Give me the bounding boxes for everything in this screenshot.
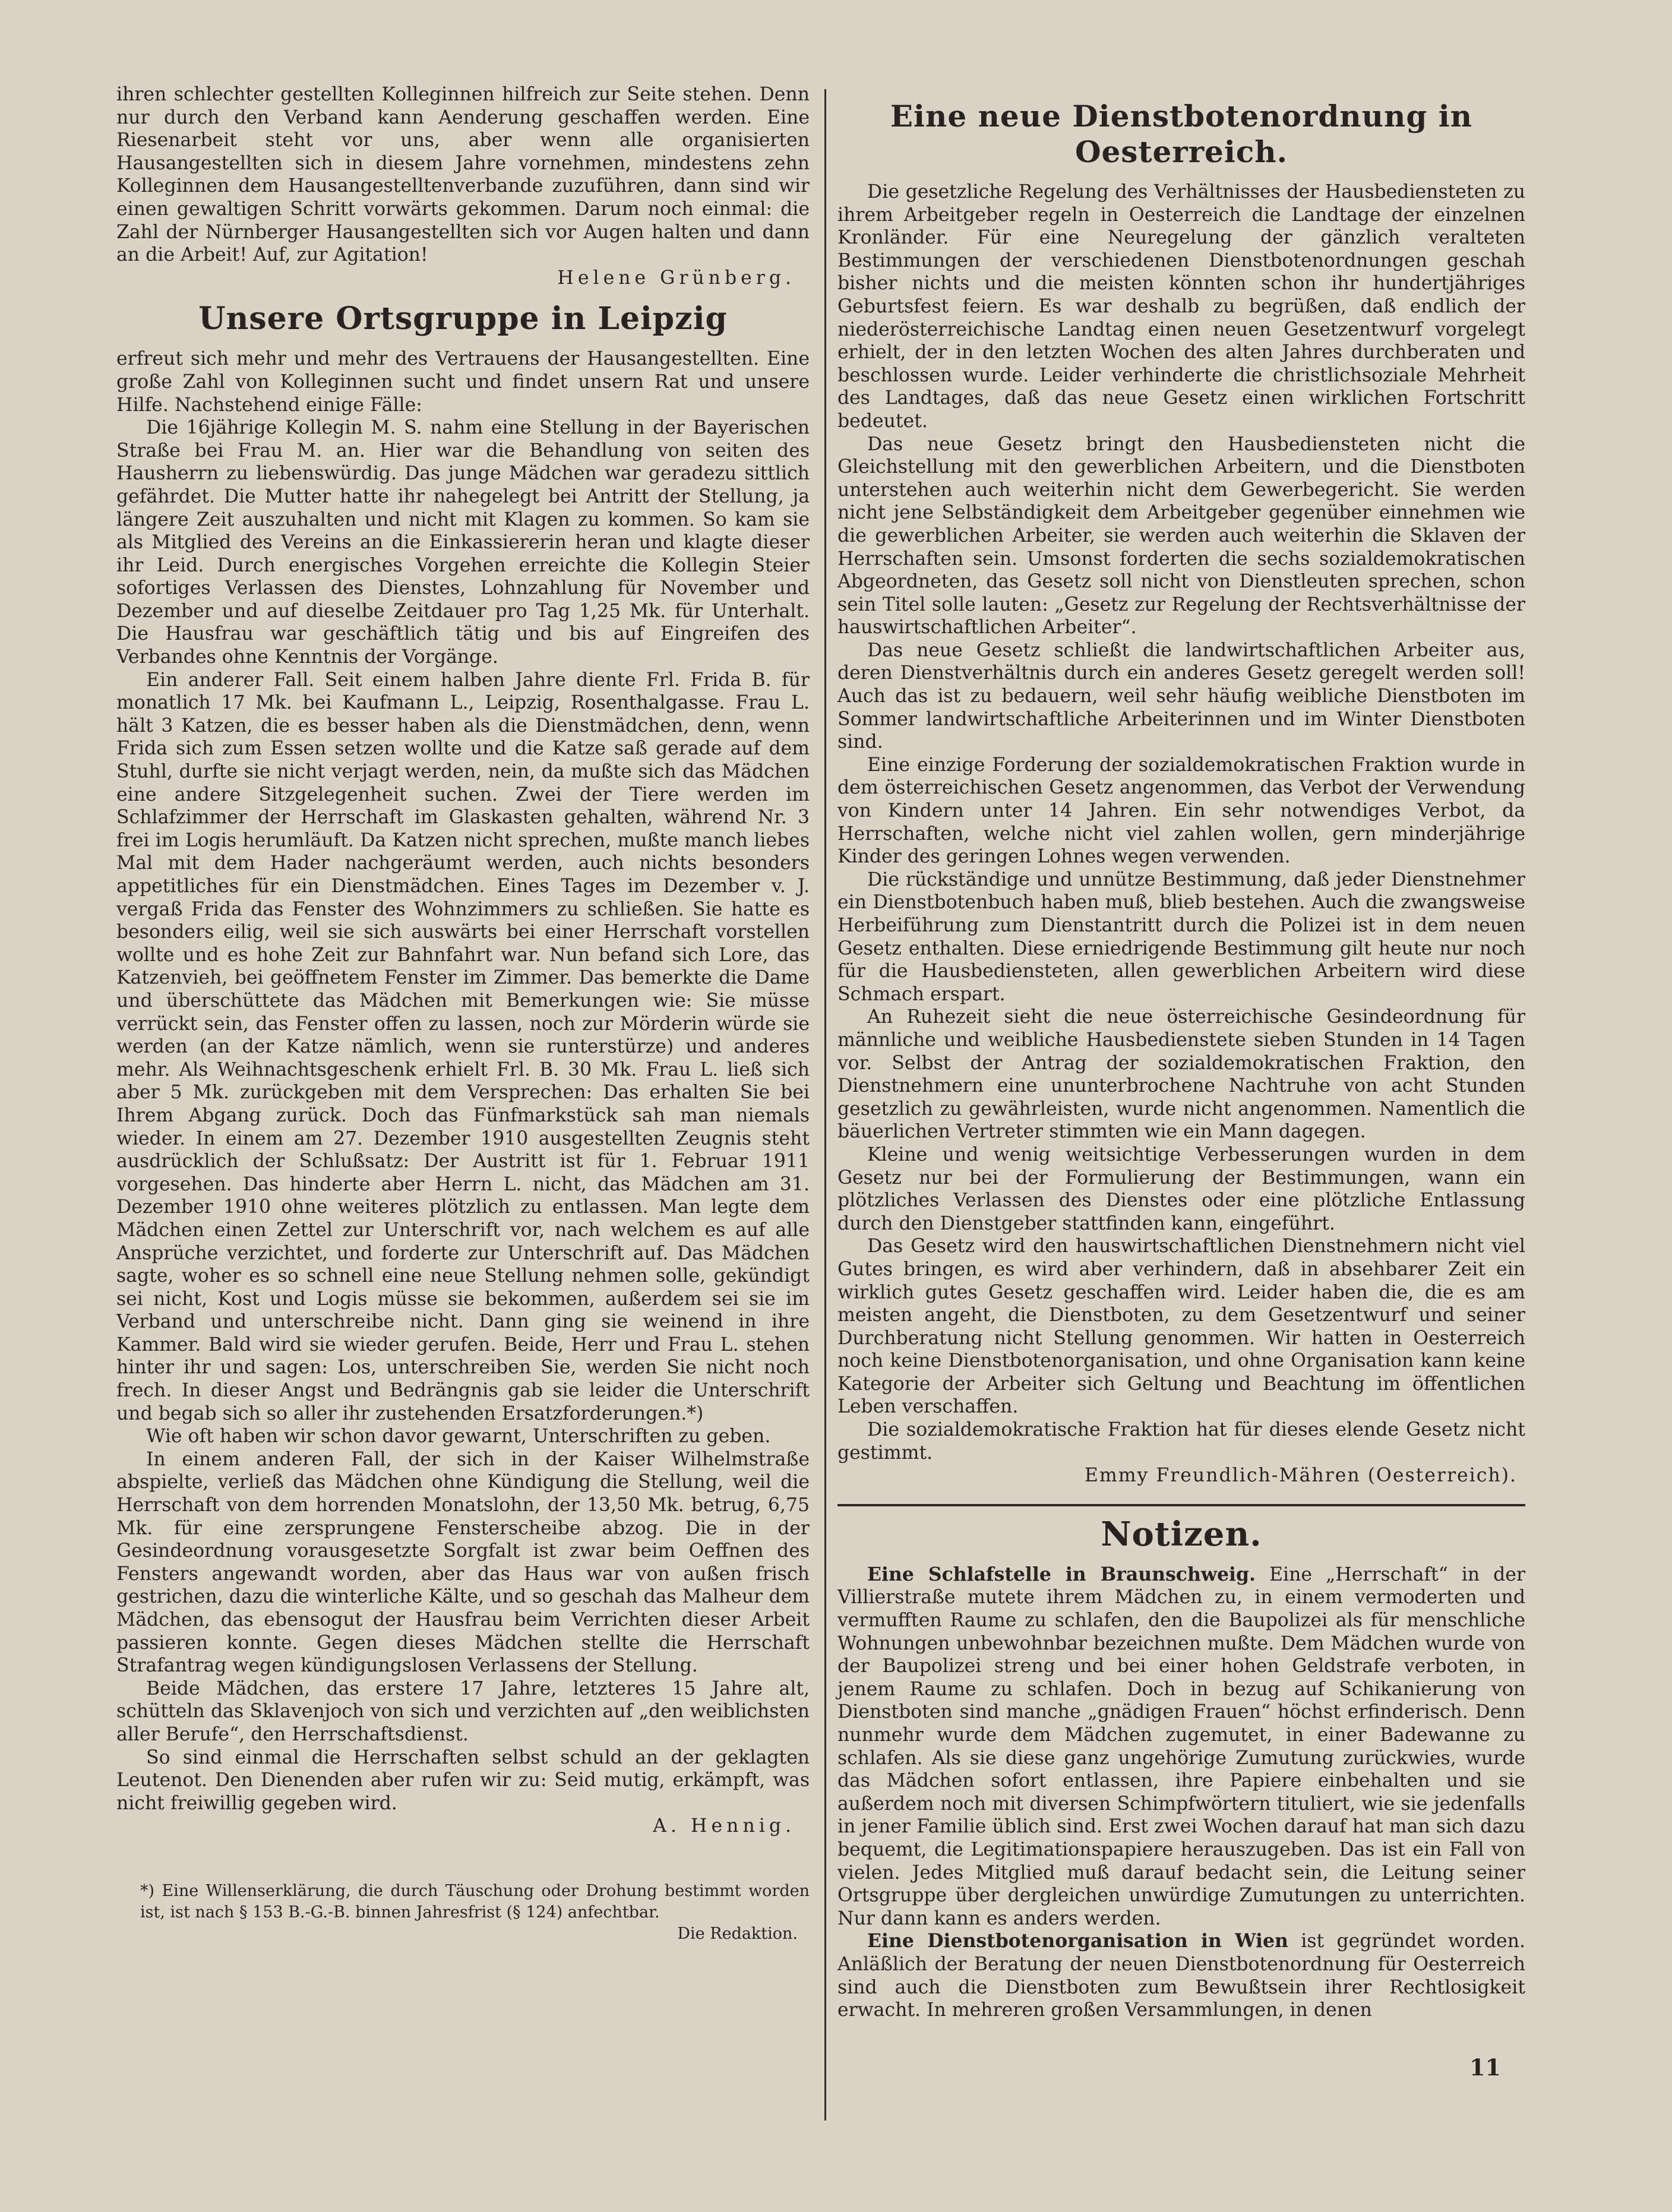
continuation-text: ihren schlechter gestellten Kolleginnen hilfreich zur Seite stehen. Denn nur durch den Verband kann Aenderung geschaffen werden. Eine Riesenarbeit steht vor uns, aber wenn alle organisierten Hausangestellten sich in diesem Jahre vornehmen, mindestens zehn Kolleginnen dem Hausangestelltenverbande zuzuführen, dann sind wir einen gewaltigen Schritt vorwärts gekommen. Darum noch einmal: die Zahl der Nürnberger Hausangestellten sich vor Augen halten und dann an die Arbeit! Auf, zur Agitation! bbox=[116, 84, 810, 266]
article-heading-oesterreich: Eine neue Dienstbotenordnung in Oesterreich. bbox=[890, 99, 1473, 169]
page-number: 11 bbox=[1469, 2054, 1501, 2081]
notes-heading: Notizen. bbox=[1101, 1514, 1262, 1554]
footnote bbox=[116, 1881, 810, 1945]
article-paragraph: Die 16jährige Kollegin M. S. nahm eine Stellung in der Bayerischen Straße bei Frau M. an. Hier war die Behandlung von seiten des Hausherrn zu liebenswürdig. Das junge Mädchen war geradezu sittlich gefährdet. Die Mutter hatte ihr nahegelegt bei Antritt der Stellung, ja längere Zeit auszuhalten und nicht mit Klagen zu kommen. So kam sie als Mitglied des Vereins an die Einkassiererin heran und klagte dieser ihr Leid. Durch energisches Vorgehen erreichte die Kollegin Steier sofortiges Verlassen des Dienstes, Lohnzahlung für November und Dezember und auf dieselbe Zeitdauer pro Tag 1,25 Mk. für Unterhalt. Die Hausfrau war geschäftlich tätig und bis auf Eingreifen des Verbandes ohne Kenntnis der Vorgänge. bbox=[116, 417, 810, 668]
note-text: Eine „Herrschaft“ in der Villierstraße mutete ihrem Mädchen zu, in einem vermoderten und vermufften Raume zu schlafen, den die Baupolizei als für menschliche Wohnungen unbewohnbar bezeichnen mußte. Dem Mädchen wurde von der Baupolizei streng und bei einer hohen Geldstrafe verboten, in jenem Raume zu schlafen. Doch in bezug auf Schikanierung von Dienstboten sind manche „gnädigen Frauen“ höchst erfinderisch. Denn nunmehr wurde dem Mädchen zugemutet, in einer Badewanne zu schlafen. Als sie diese ganz ungehörige Zumutung zurückwies, wurde das Mädchen sofort entlassen, ihre Papiere einbehalten und sie außerdem noch mit diversen Schimpfwörtern tituliert, wie sie jedenfalls in jener Familie üblich sind. Erst zwei Wochen darauf hat man sich dazu bequemt, die Legitimationspapiere herauszugeben. Das ist ein Fall von vielen. Jedes Mitglied muß darauf bedacht sein, die Leitung seiner Ortsgruppe über dergleichen unwürdige Zumutungen zu unterrichten. Nur dann kann es anders werden. bbox=[837, 1563, 1525, 1929]
article-paragraph: Eine einzige Forderung der sozialdemokratischen Fraktion wurde in dem österreichischen Gesetz angenommen, das Verbot der Verwendung von Kindern unter 14 Jahren. Ein sehr notwendiges Verbot, da Herrschaften, welche nicht viel zahlen wollen, gern minderjährige Kinder des geringen Lohnes wegen verwenden. bbox=[837, 754, 1525, 868]
section-divider bbox=[837, 1504, 1525, 1506]
article-paragraph: erfreut sich mehr und mehr des Vertrauens der Hausangestellten. Eine große Zahl von Kolleginnen sucht und findet unsern Rat und unsere Hilfe. Nachstehend einige Fälle: bbox=[116, 348, 810, 416]
continuation-author: Helene Grünberg. bbox=[557, 267, 795, 289]
note-lead: Eine Dienstbotenorganisation in Wien bbox=[867, 1930, 1288, 1952]
article-paragraph: Das neue Gesetz bringt den Hausbediensteten nicht die Gleichstellung mit den gewerblichen Arbeitern, und die Dienstboten unterstehen auch weiterhin nicht dem Gewerbegericht. Sie werden nicht jene Selbständigkeit dem Arbeitgeber gegenüber einnehmen wie die gewerblichen Arbeiter, sie werden auch weiterhin die Sklaven der Herrschaften sein. Umsonst forderten die sechs sozialdemokratischen Abgeordneten, das Gesetz soll nicht von Dienstleuten sprechen, schon sein Titel solle lauten: „Gesetz zur Regelung der Rechtsverhältnisse der hauswirtschaftlichen Arbeiter“. bbox=[837, 433, 1525, 639]
article-author: A. Hennig. bbox=[653, 1815, 795, 1837]
article-paragraph: Die gesetzliche Regelung des Verhältnisses der Hausbediensteten zu ihrem Arbeitgeber regeln in Oesterreich die Landtage der einzelnen Kronländer. Für eine Neuregelung der gänzlich veralteten Bestimmungen der verschiedenen Dienstbotenordnungen geschah bisher nichts und die meisten könnten schon ihr hundertjähriges Geburtsfest feiern. Es war deshalb zu begrüßen, daß endlich der niederösterreichische Landtag einen neuen Gesetzentwurf vorgelegt erhielt, der in den letzten Wochen des alten Jahres durchberaten und beschlossen wurde. Leider verhinderte die christlichsoziale Mehrheit des Landtages, daß das neue Gesetz einen wirklichen Fortschritt bedeutet. bbox=[837, 181, 1525, 432]
article-paragraph: An Ruhezeit sieht die neue österreichische Gesindeordnung für männliche und weibliche Hausbedienstete sieben Stunden in 14 Tagen vor. Selbst der Antrag der sozialdemokratischen Fraktion, den Dienstnehmern eine ununterbrochene Nachtruhe von acht Stunden gesetzlich zu gewährleisten, wurde nicht angenommen. Namentlich die bäuerlichen Vertreter stimmten wie ein Mann dagegen. bbox=[837, 1006, 1525, 1143]
note-lead: Eine Schlafstelle in Braunschweig. bbox=[867, 1563, 1256, 1585]
left-column bbox=[116, 83, 810, 1945]
article-paragraph: Das neue Gesetz schließt die landwirtschaftlichen Arbeiter aus, deren Dienstverhältnis durch ein anderes Gesetz geregelt werden soll! Auch das ist zu bedauern, weil sehr häufig weibliche Dienstboten im Sommer landwirtschaftliche Arbeiterinnen und im Winter Dienstboten sind. bbox=[837, 639, 1525, 753]
footnote-signature: Die Redaktion. bbox=[677, 1924, 798, 1943]
article-paragraph: Beide Mädchen, das erstere 17 Jahre, letzteres 15 Jahre alt, schütteln das Sklavenjoch von sich und verzichten auf „den weiblichsten aller Berufe“, den Herrschaftsdienst. bbox=[116, 1677, 810, 1745]
column-divider bbox=[824, 89, 826, 2121]
right-column bbox=[837, 83, 1525, 2022]
article-paragraph: In einem anderen Fall, der sich in der Kaiser Wilhelmstraße abspielte, verließ das Mädchen ohne Kündigung die Stellung, weil die Herrschaft von dem horrenden Monatslohn, der 13,50 Mk. betrug, 6,75 Mk. für eine zersprungene Fensterscheibe abzog. Die in der Gesindeordnung vorausgesetzte Sorgfalt ist zwar beim Oeffnen des Fensters angewandt worden, aber das Haus war von außen frisch gestrichen, dazu die winterliche Kälte, und so geschah das Malheur dem Mädchen, das ebensogut der Hausfrau beim Verrichten dieser Arbeit passieren konnte. Gegen dieses Mädchen stellte die Herrschaft Strafantrag wegen kündigungslosen Verlassens der Stellung. bbox=[116, 1448, 810, 1677]
note-paragraph bbox=[837, 1563, 1525, 1930]
article-paragraph: So sind einmal die Herrschaften selbst schuld an der geklagten Leutenot. Den Dienenden aber rufen wir zu: Seid mutig, erkämpft, was nicht freiwillig gegeben wird. bbox=[116, 1746, 810, 1814]
article-paragraph: Die sozialdemokratische Fraktion hat für dieses elende Gesetz nicht gestimmt. bbox=[837, 1419, 1525, 1464]
article-paragraph: Das Gesetz wird den hauswirtschaftlichen Dienstnehmern nicht viel Gutes bringen, es wird aber verhindern, daß in absehbarer Zeit ein wirklich gutes Gesetz geschaffen wird. Leider haben die, die es am meisten angeht, die Dienstboten, zu dem Gesetzentwurf und seiner Durchberatung nicht Stellung genommen. Wir hatten in Oesterreich noch keine Dienstbotenorganisation, und ohne Organisation kann keine Kategorie der Arbeiter sich Geltung und Beachtung im öffentlichen Leben verschaffen. bbox=[837, 1235, 1525, 1418]
note-text: ist gegründet worden. Anläßlich der Beratung der neuen Dienstbotenordnung für Oesterreich sind auch die Dienstboten zum Bewußtsein ihrer Rechtlosigkeit erwacht. In mehreren großen Versammlungen, in denen bbox=[837, 1930, 1525, 2021]
article-heading-leipzig: Unsere Ortsgruppe in Leipzig bbox=[198, 301, 728, 337]
note-paragraph bbox=[837, 1930, 1525, 2021]
footnote-text: *) Eine Willenserklärung, die durch Täuschung oder Drohung bestimmt worden ist, ist nach § 153 B.-G.-B. binnen Jahresfrist (§ 124) anfechtbar. bbox=[140, 1881, 810, 1922]
article-paragraph: Wie oft haben wir schon davor gewarnt, Unterschriften zu geben. bbox=[146, 1426, 771, 1448]
article-paragraph: Die rückständige und unnütze Bestimmung, daß jeder Dienstnehmer ein Dienstbotenbuch haben muß, blieb bestehen. Auch die zwangsweise Herbeiführung zum Dienstantritt durch die Polizei ist in dem neuen Gesetz enthalten. Diese erniedrigende Bestimmung gilt heute nur noch für die Hausbediensteten, allen gewerblichen Arbeitern wird diese Schmach erspart. bbox=[837, 868, 1525, 1005]
article-author: Emmy Freundlich-Mähren (Oesterreich). bbox=[1084, 1465, 1517, 1487]
article-paragraph: Ein anderer Fall. Seit einem halben Jahre diente Frl. Frida B. für monatlich 17 Mk. bei Kaufmann L., Leipzig, Rosenthalgasse. Frau L. hält 3 Katzen, die es besser haben als die Dienstmädchen, denn, wenn Frida sich zum Essen setzen wollte und die Katze saß gerade auf dem Stuhl, durfte sie nicht verjagt werden, nein, da mußte sich das Mädchen eine andere Sitzgelegenheit suchen. Zwei der Tiere werden im Schlafzimmer der Herrschaft im Glaskasten gehalten, während Nr. 3 frei im Logis herumläuft. Da Katzen nicht sprechen, mußte manch liebes Mal mit dem Hader nachgeräumt werden, auch nichts besonders appetitliches für ein Dienstmädchen. Eines Tages im Dezember v. J. vergaß Frida das Fenster des Wohnzimmers zu schließen. Sie hatte es besonders eilig, weil sie sich auswärts bei einer Herrschaft vorstellen wollte und es hohe Zeit zur Bahnfahrt war. Nun befand sich Lore, das Katzenvieh, bei geöffnetem Fenster im Zimmer. Das bemerkte die Dame und überschüttete das Mädchen mit Bemerkungen wie: Sie müsse verrückt sein, das Fenster offen zu lassen, noch zur Mörderin würde sie werden (an der Katze nämlich, wenn sie runterstürze) und anderes mehr. Als Weihnachtsgeschenk erhielt Frl. B. 30 Mk. Frau L. ließ sich aber 5 Mk. zurückgeben mit dem Versprechen: Das erhalten Sie bei Ihrem Abgang zurück. Doch das Fünfmarkstück sah man niemals wieder. In einem am 27. Dezember 1910 ausgestellten Zeugnis steht ausdrücklich der Schlußsatz: Der Austritt ist für 1. Februar 1911 vorgesehen. Das hinderte aber Herrn L. nicht, das Mädchen am 31. Dezember 1910 ohne weiteres plötzlich zu entlassen. Man legte dem Mädchen einen Zettel zur Unterschrift vor, nach welchem es auf alle Ansprüche verzichtet, und forderte zur Unterschrift auf. Das Mädchen sagte, woher es so schnell eine neue Stellung nehmen solle, gekündigt sei nicht, Kost und Logis müsse sie bekommen, außerdem sei sie im Verband und unterschreibe nicht. Dann ging sie weinend in ihre Kammer. Bald wird sie wieder gerufen. Beide, Herr und Frau L. stehen hinter ihr und sagen: Los, unterschreiben Sie, werden Sie nicht noch frech. In dieser Angst und Bedrängnis gab sie leider die Unterschrift und begab sich so aller ihr zustehenden Ersatzforderungen.*) bbox=[116, 669, 810, 1424]
article-paragraph: Kleine und wenig weitsichtige Verbesserungen wurden in dem Gesetz nur bei der Formulierung der Bestimmungen, wann ein plötzliches Verlassen des Dienstes oder eine plötzliche Entlassung durch den Dienstgeber stattfinden kann, eingeführt. bbox=[837, 1143, 1525, 1234]
